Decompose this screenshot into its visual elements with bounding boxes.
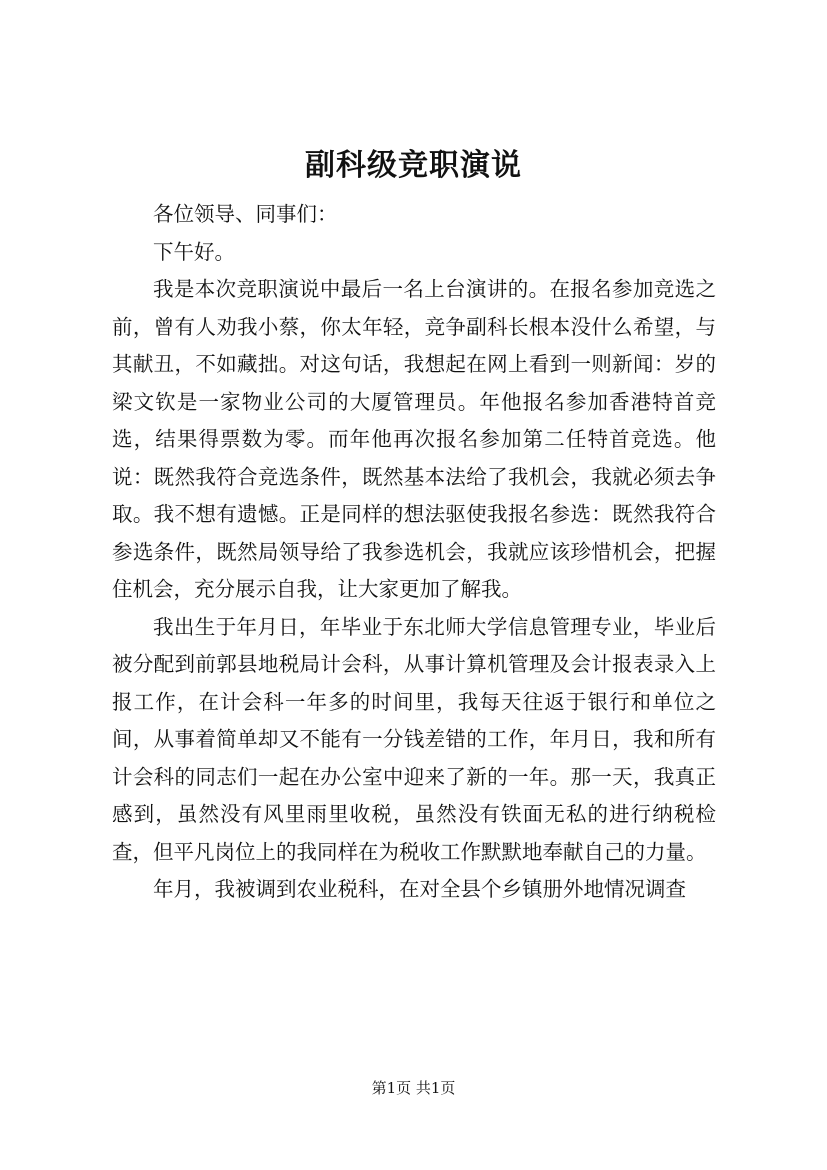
body-paragraph: 年月，我被调到农业税科，在对全县个乡镇册外地情况调查	[153, 877, 686, 901]
body-paragraph: 我是本次竞职演说中最后一名上台演讲的。在报名参加竞选之前，曾有人劝我小蔡，你太年轻，竞争副科长根本没什么希望，与其献丑，不如藏拙。对这句话，我想起在网上看到一则新闻：岁的梁文钦是一家物业公司的大厦管理员。年他报名参加香港特首竞选，结果得票数为零。而年他再次报名参加第二任特首竞选。他说：既然我符合竞选条件，既然基本法给了我机会，我就必须去争取。我不想有遗憾。正是同样的想法驱使我报名参选：既然我符合参选条件，既然局领导给了我参选机会，我就应该珍惜机会，把握住机会，充分展示自我，让大家更加了解我。	[112, 277, 716, 601]
body-paragraph: 我出生于年月日，年毕业于东北师大学信息管理专业，毕业后被分配到前郭县地税局计会科，从事计算机管理及会计报表录入上报工作，在计会科一年多的时间里，我每天往返于银行和单位之间，从事着简单却又不能有一分钱差错的工作，年月日，我和所有计会科的同志们一起在办公室中迎来了新的一年。那一天，我真正感到，虽然没有风里雨里收税，虽然没有铁面无私的进行纳税检查，但平凡岗位上的我同样在为税收工作默默地奉献自己的力量。	[112, 614, 716, 864]
salutation-paragraph: 各位领导、同事们：	[153, 202, 338, 226]
document-body	[112, 196, 716, 909]
document-title: 副科级竞职演说	[305, 148, 522, 183]
greeting-paragraph: 下午好。	[153, 239, 235, 264]
page-number-footer: 第1页 共1页	[371, 1079, 456, 1097]
